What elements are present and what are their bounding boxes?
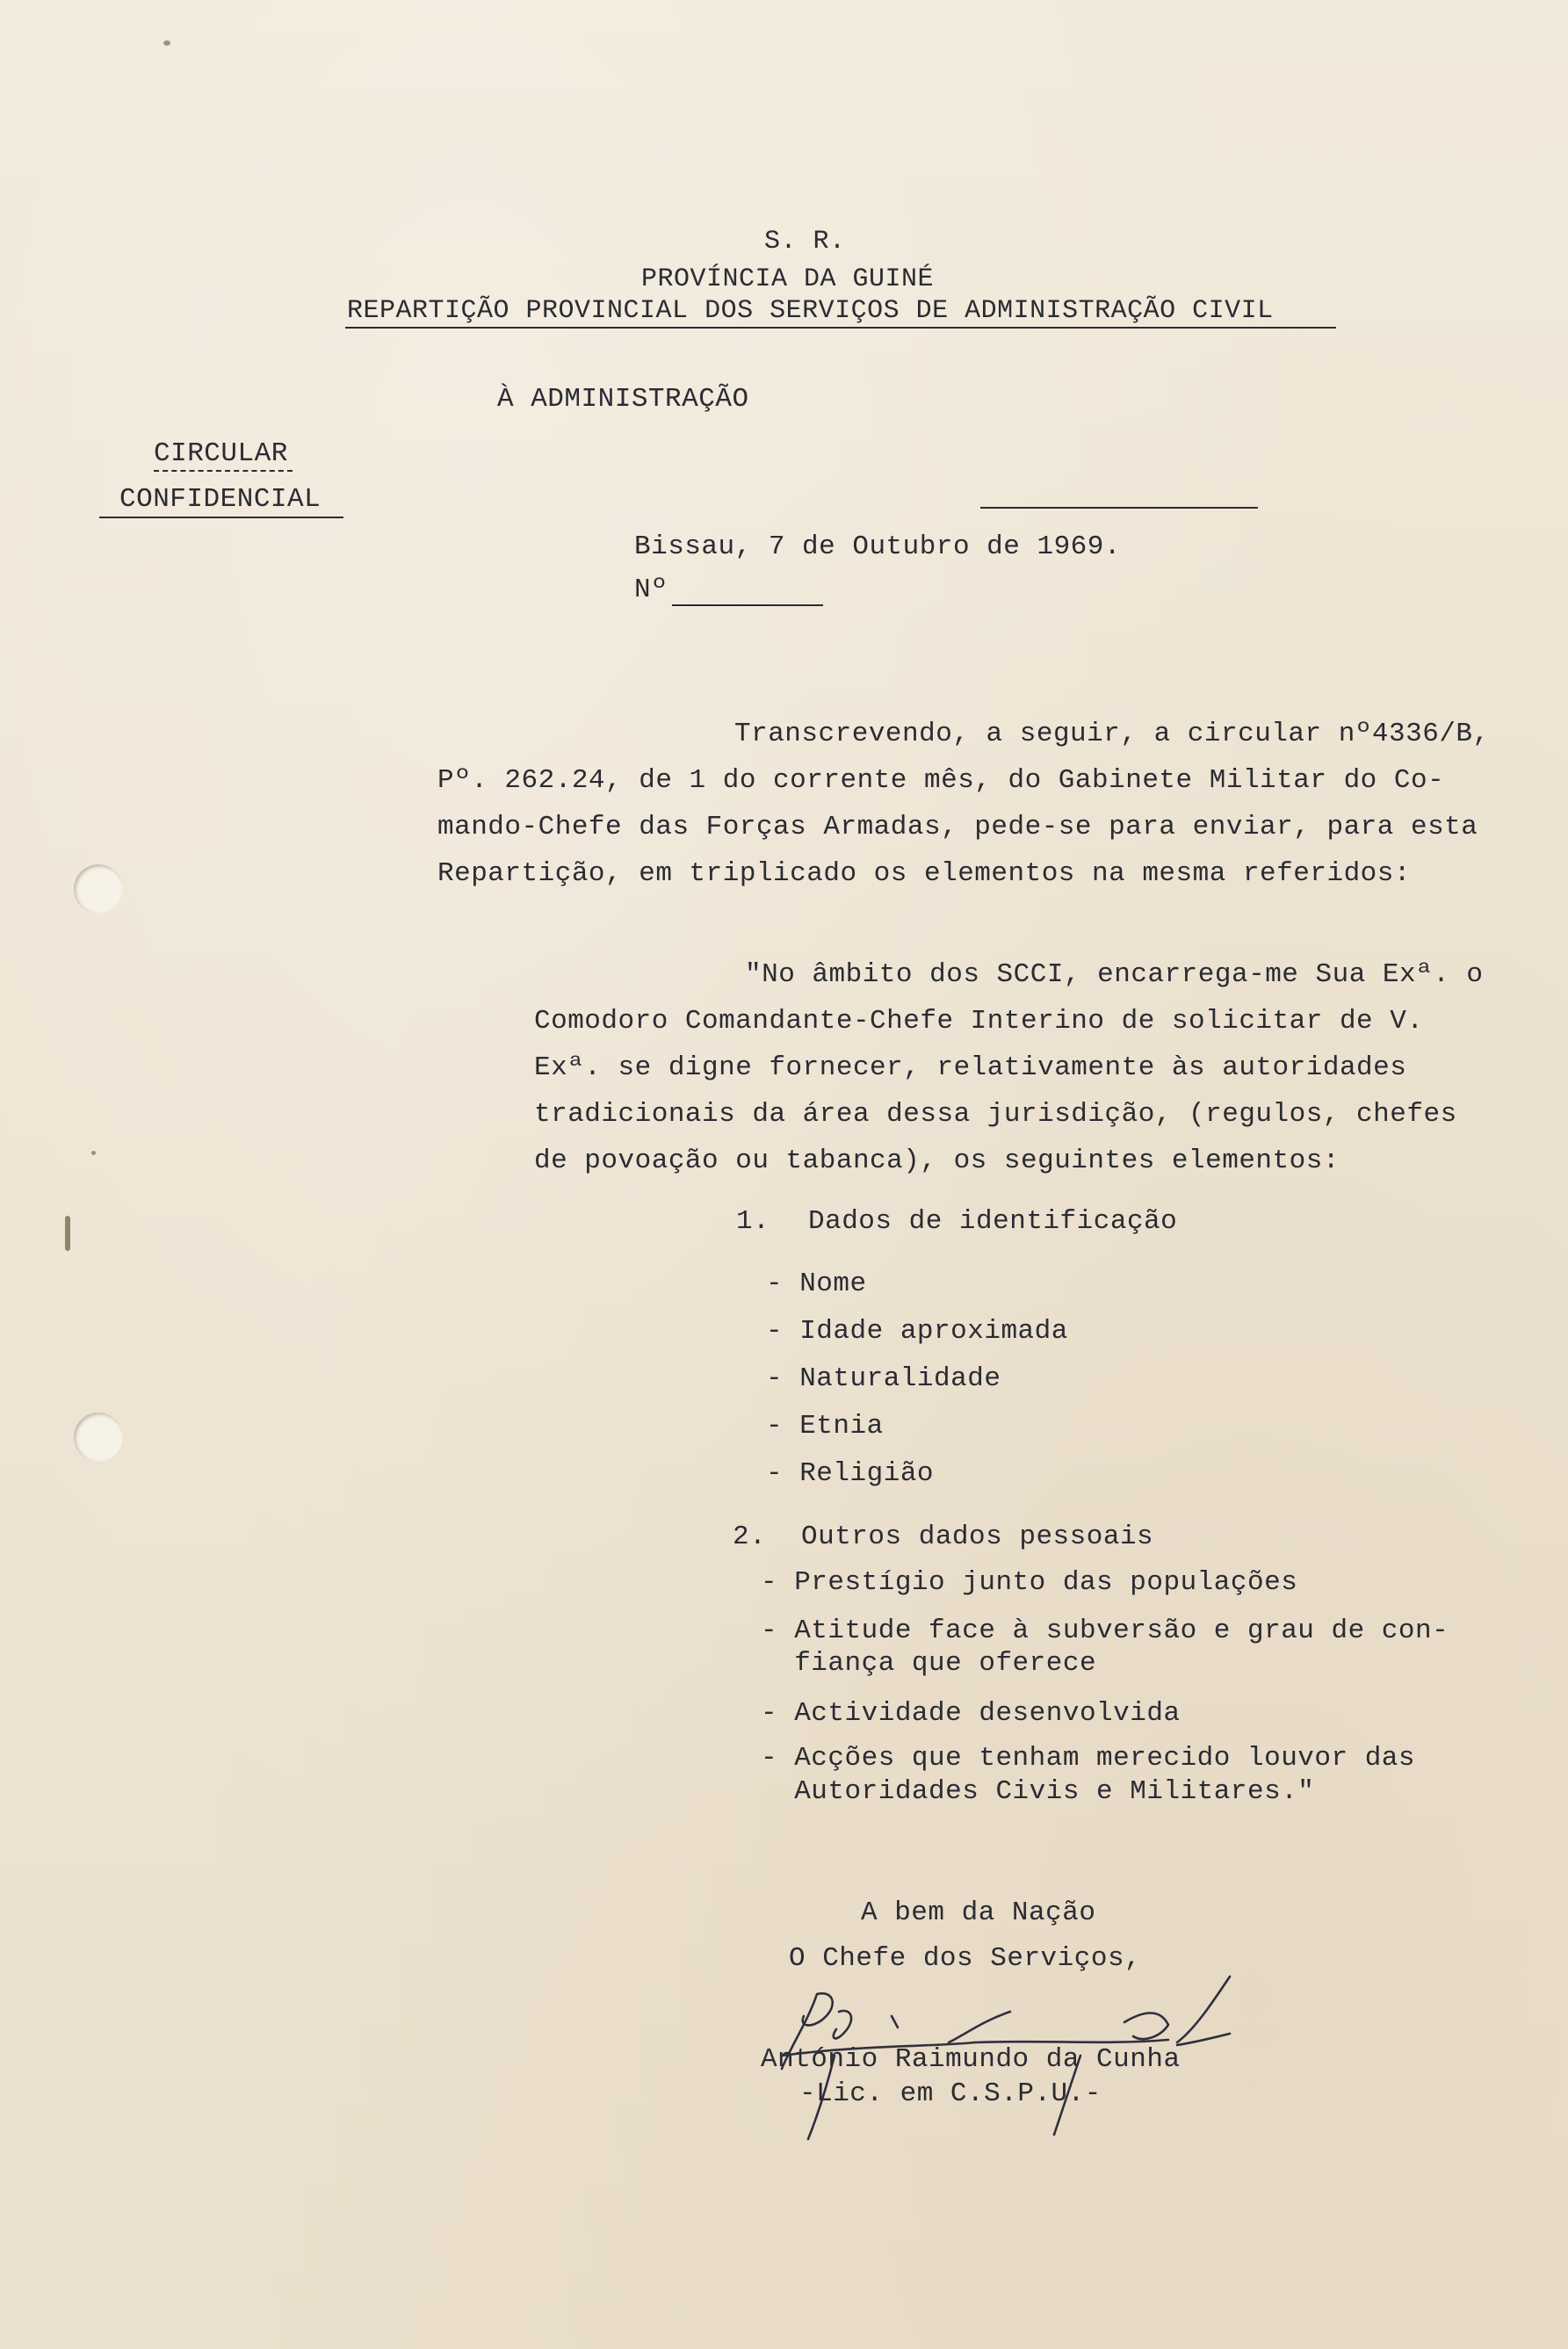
date-line: Bissau, 7 de Outubro de 1969.: [634, 531, 1121, 562]
intro-line-4: Repartição, em triplicado os elementos na mesma referidos:: [437, 858, 1411, 889]
punch-hole-top: [74, 864, 123, 914]
recipient: À ADMINISTRAÇÃO: [497, 384, 749, 415]
quote-line-3: Exª. se digne fornecer, relativamente às autoridades: [534, 1052, 1407, 1083]
handwritten-signature: [755, 1959, 1247, 2143]
section2-title: Outros dados pessoais: [801, 1521, 1154, 1552]
section2-item-continuation: fiança que oferece: [761, 1648, 1097, 1679]
paper-speck: [91, 1151, 96, 1155]
section1-item: - Nome: [766, 1268, 867, 1299]
reference-rule: [980, 507, 1258, 509]
section2-item: - Prestígio junto das populações: [761, 1567, 1298, 1598]
number-blank: [672, 604, 823, 606]
punch-hole-bottom: [74, 1413, 123, 1462]
header-province: PROVÍNCIA DA GUINÉ: [641, 264, 935, 294]
section1-title: Dados de identificação: [808, 1206, 1178, 1237]
section1-item: - Naturalidade: [766, 1363, 1001, 1394]
section2-item-continuation: Autoridades Civis e Militares.": [761, 1776, 1315, 1807]
section2-number: 2.: [733, 1521, 767, 1552]
header-department: REPARTIÇÃO PROVINCIAL DOS SERVIÇOS DE ADMINISTRAÇÃO CIVIL: [347, 296, 1274, 326]
closing-salutation: A bem da Nação: [861, 1897, 1096, 1928]
header-sr: S. R.: [764, 227, 846, 257]
paper-mark: [65, 1216, 70, 1251]
section1-number: 1.: [736, 1206, 770, 1237]
section1-item: - Religião: [766, 1458, 935, 1489]
closing-role: O Chefe dos Serviços,: [789, 1943, 1142, 1974]
header-underline: [345, 327, 1336, 329]
section1-item: - Etnia: [766, 1411, 884, 1442]
classification-underline-2: [99, 517, 343, 518]
quote-line-5: de povoação ou tabanca), os seguintes elementos:: [534, 1146, 1340, 1176]
classification-confidencial: CONFIDENCIAL: [119, 484, 322, 515]
signatory-name: António Raimundo da Cunha: [761, 2044, 1181, 2075]
intro-line-3: mando-Chefe das Forças Armadas, pede-se para enviar, para esta: [437, 812, 1478, 842]
paper-speck: [163, 40, 170, 46]
section1-item: - Idade aproximada: [766, 1316, 1068, 1347]
classification-circular: CIRCULAR: [154, 438, 288, 469]
section2-item: - Actividade desenvolvida: [761, 1698, 1181, 1729]
quote-line-4: tradicionais da área dessa jurisdição, (regulos, chefes: [534, 1099, 1457, 1130]
signatory-credentials: -Lic. em C.S.P.U.-: [799, 2078, 1102, 2109]
section2-item: - Atitude face à subversão e grau de con-: [761, 1615, 1449, 1646]
intro-line-2: Pº. 262.24, de 1 do corrente mês, do Gabinete Militar do Co-: [437, 765, 1445, 796]
section2-item: - Acções que tenham merecido louvor das: [761, 1743, 1416, 1774]
quote-line-2: Comodoro Comandante-Chefe Interino de solicitar de V.: [534, 1006, 1424, 1037]
classification-underline-1: [154, 470, 293, 472]
quote-line-1: "No âmbito dos SCCI, encarrega-me Sua Exª. o: [745, 959, 1484, 990]
number-label: Nº: [634, 575, 668, 605]
intro-line-1: Transcrevendo, a seguir, a circular nº4336/B,: [734, 719, 1490, 749]
